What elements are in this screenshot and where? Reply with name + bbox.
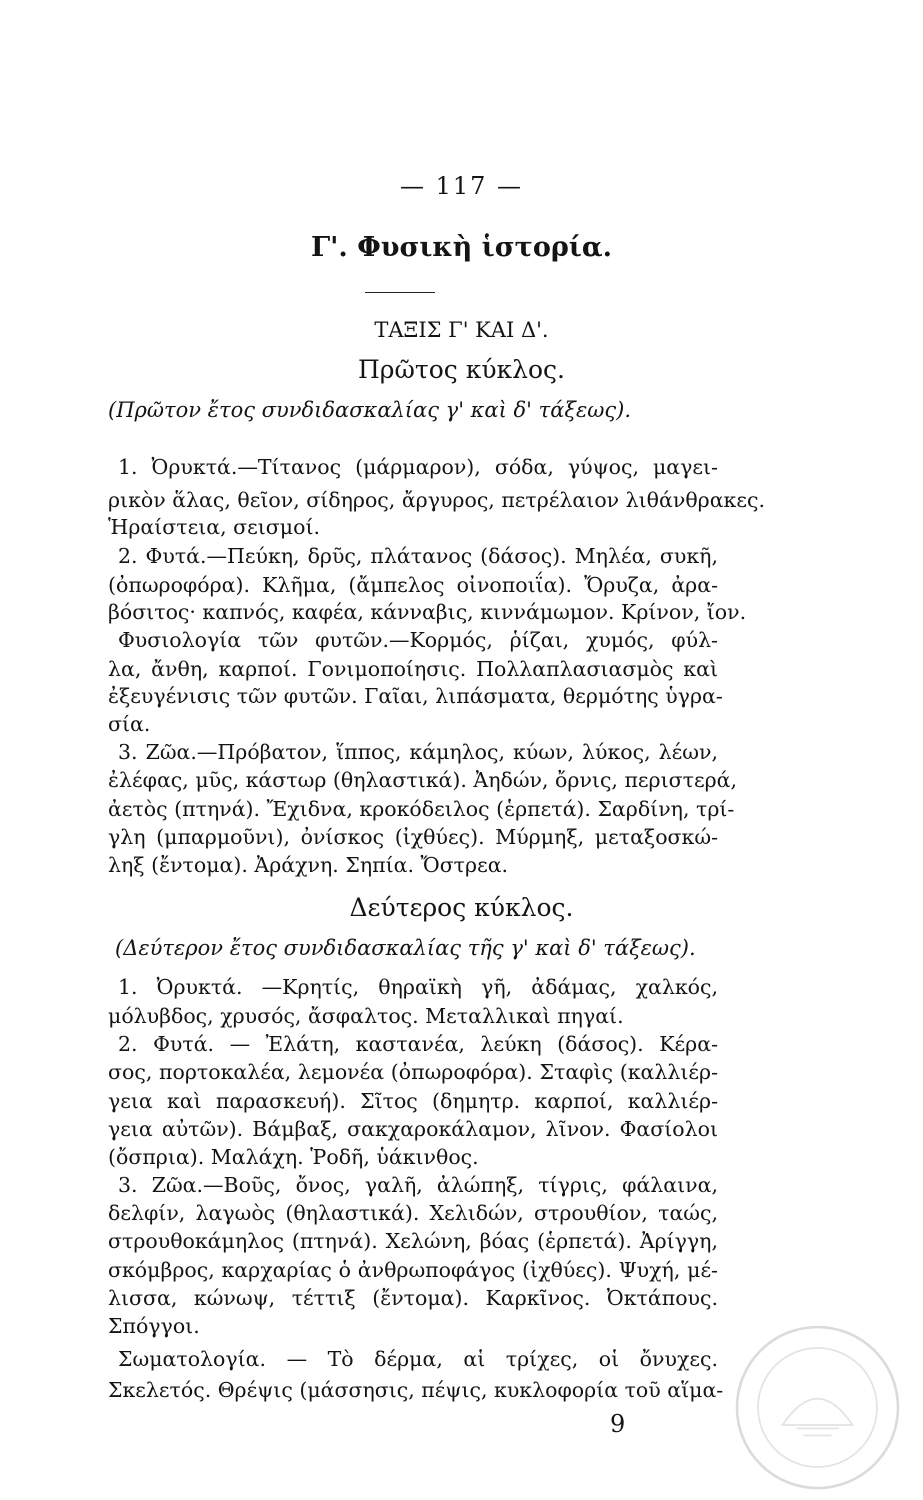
text-line: ρικὸν ἅλας, θεῖον, σίδηρος, ἄργυρος, πετρέλαιον λιθάνθρακες. (108, 488, 765, 512)
text-line: σκόμβρος, καρχαρίας ὁ ἀνθρωποφάγος (ἰχθύες). Ψυχή, μέ- (108, 1258, 718, 1282)
text-line: Φυσιολογία τῶν φυτῶν.—Κορμός, ῥίζαι, χυμός, φύλ- (118, 628, 718, 652)
text-line: στρουθοκάμηλος (πτηνά). Χελώνη, βόας (ἑρπετά). Ἀρίγγη, (108, 1229, 718, 1253)
text-line: γεια αὐτῶν). Βάμβαξ, σακχαροκάλαμον, λῖνον. Φασίολοι (108, 1117, 718, 1141)
text-line: ἀετὸς (πτηνά). Ἔχιδνα, κροκόδειλος (ἑρπετά). Σαρδίνη, τρί- (108, 797, 735, 821)
text-line: Σπόγγοι. (108, 1314, 200, 1338)
text-line: σία. (108, 712, 151, 736)
divider-rule (365, 292, 435, 293)
text-line: ληξ (ἔντομα). Ἀράχνη. Σηπία. Ὄστρεα. (108, 853, 509, 877)
text-line: 1. Ὀρυκτά. —Κρητίς, θηραϊκὴ γῆ, ἀδάμας, χαλκός, (118, 975, 718, 999)
text-line: λισσα, κώνωψ, τέττιξ (ἔντομα). Καρκῖνος. Ὀκτάπους. (108, 1286, 718, 1310)
text-line: Σκελετός. Θρέψις (μάσσησις, πέψις, κυκλοφορία τοῦ αἵμα- (108, 1378, 724, 1402)
text-line: βόσιτος· καπνός, καφέα, κάνναβις, κιννάμωμον. Κρίνον, ἴον. (108, 600, 747, 624)
cycle1-note: (Πρῶτον ἔτος συνδιδασκαλίας γ' καὶ δ' τάξεως). (108, 398, 632, 422)
text-line: γλη (μπαρμοῦνι), ὀνίσκος (ἰχθύες). Μύρμηξ, μεταξοσκώ- (108, 825, 718, 849)
classes-heading: ΤΑΞΙΣ Γ' ΚΑΙ Δ'. (374, 318, 549, 342)
text-line: μόλυβδος, χρυσός, ἄσφαλτος. Μεταλλικαὶ πηγαί. (108, 1004, 624, 1028)
text-line: (ὀπωροφόρα). Κλῆμα, (ἄμπελος οἰνοποιΐα). Ὄρυζα, ἀρα- (108, 573, 718, 597)
text-line: ἐξευγένισις τῶν φυτῶν. Γαῖαι, λιπάσματα, θερμότης ὑγρα- (108, 684, 723, 708)
text-line: 3. Ζῶα.—Βοῦς, ὄνος, γαλῆ, ἀλώπηξ, τίγρις, φάλαινα, (118, 1173, 718, 1197)
text-line: σος, πορτοκαλέα, λεμονέα (ὀπωροφόρα). Σταφὶς (καλλιέρ- (108, 1060, 718, 1084)
cycle2-note: (Δεύτερον ἔτος συνδιδασκαλίας τῆς γ' καὶ δ' τάξεως). (115, 936, 696, 960)
text-line: λα, ἄνθη, καρποί. Γονιμοποίησις. Πολλαπλασιασμὸς καὶ (108, 657, 718, 681)
page-number: — 117 — (399, 172, 524, 200)
text-line: γεια καὶ παρασκευή). Σῖτος (δημητρ. καρποί, καλλιέρ- (108, 1089, 718, 1113)
text-line: (ὄσπρια). Μαλάχη. Ῥοδῆ, ὑάκινθος. (108, 1145, 479, 1169)
text-line: δελφίν, λαγωὸς (θηλαστικά). Χελιδών, στρουθίον, ταώς, (108, 1201, 718, 1225)
text-line: ἐλέφας, μῦς, κάστωρ (θηλαστικά). Ἀηδών, ὄρνις, περιστερά, (108, 768, 738, 792)
folio-signature: 9 (610, 1410, 626, 1438)
text-line: 2. Φυτά. — Ἐλάτη, καστανέα, λεύκη (δάσος). Κέρα- (118, 1032, 718, 1056)
section-title: Γ'. Φυσικὴ ἱστορία. (310, 232, 613, 263)
cycle2-title: Δεύτερος κύκλος. (349, 893, 574, 922)
text-line: 3. Ζῶα.—Πρόβατον, ἵππος, κάμηλος, κύων, λύκος, λέων, (118, 740, 718, 764)
text-line: 2. Φυτά.—Πεύκη, δρῦς, πλάτανος (δάσος). Μηλέα, συκῆ, (118, 544, 718, 568)
library-seal-icon (730, 1320, 905, 1495)
text-line: Ἡραίστεια, σεισμοί. (108, 515, 321, 539)
cycle1-title: Πρῶτος κύκλος. (357, 355, 565, 384)
text-line: 1. Ὀρυκτά.—Τίτανος (μάρμαρον), σόδα, γύψος, μαγει- (118, 455, 718, 479)
text-line: Σωματολογία. — Τὸ δέρμα, αἱ τρίχες, οἱ ὄνυχες. (118, 1347, 718, 1371)
